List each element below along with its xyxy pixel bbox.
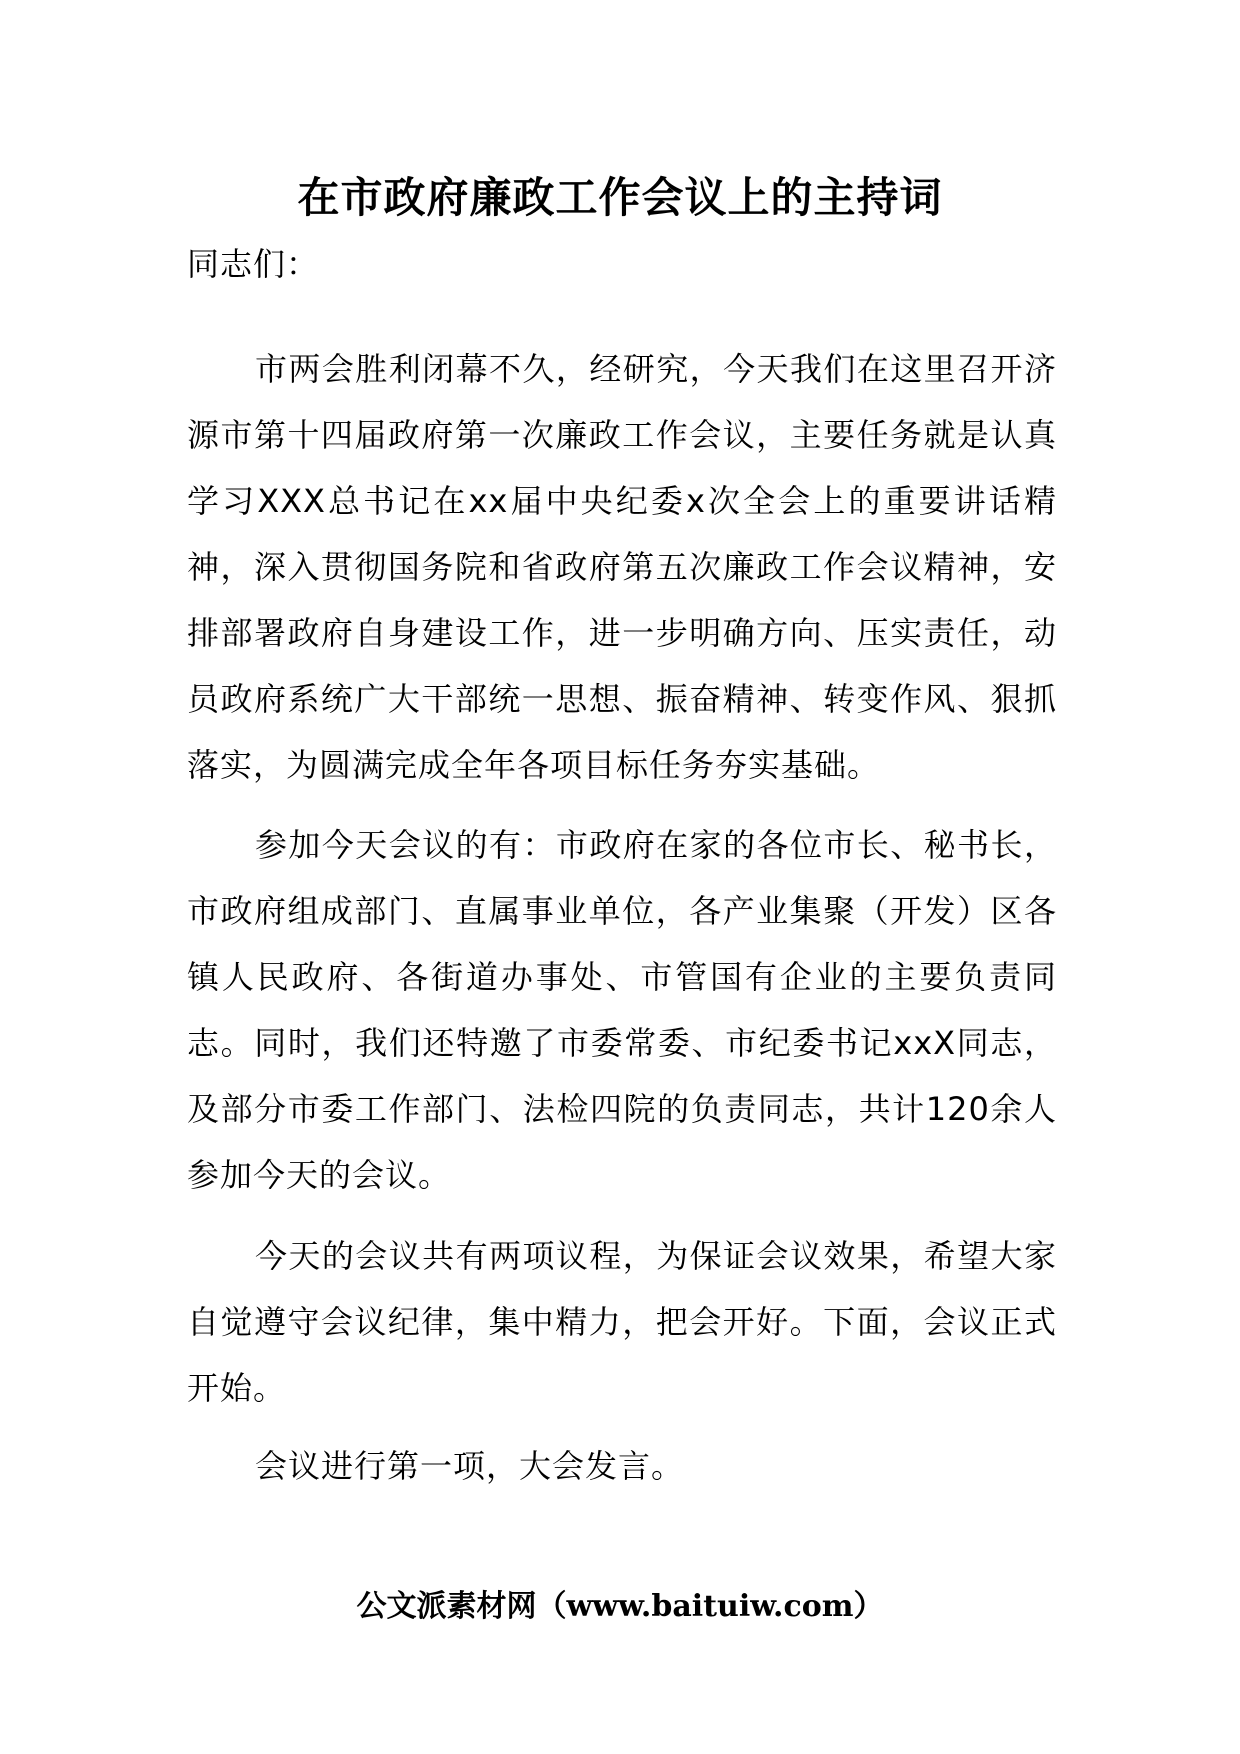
paragraph-opening: 市两会胜利闭幕不久，经研究，今天我们在这里召开济源市第十四届政府第一次廉政工作会议，主要任务就是认真学习XXX总书记在xx届中央纪委x次全会上的重要讲话精神，深入贯彻国务院和省政府第五次廉政工作会议精神，安排部署政府自身建设工作，进一步明确方向、压实责任，动员政府系统广大干部统一思想、振奋精神、转变作风、狠抓落实，为圆满完成全年各项目标任务夯实基础。 [187,350,1057,784]
greeting: 同志们： [187,245,320,283]
paragraph-first-item: 会议进行第一项，大会发言。 [255,1447,685,1485]
paragraph-agenda: 今天的会议共有两项议程，为保证会议效果，希望大家自觉遵守会议纪律，集中精力，把会开好。下面，会议正式开始。 [187,1237,1057,1407]
document-title: 在市政府廉政工作会议上的主持词 [297,173,943,222]
paragraph-attendees: 参加今天会议的有：市政府在家的各位市长、秘书长，市政府组成部门、直属事业单位，各产业集聚（开发）区各镇人民政府、各街道办事处、市管国有企业的主要负责同志。同时，我们还特邀了市委常委、市纪委书记xxX同志，及部分市委工作部门、法检四院的负责同志，共计120余人参加今天的会议。 [187,826,1057,1194]
footer-source: 公文派素材网（www.baituiw.com） [356,1589,884,1624]
